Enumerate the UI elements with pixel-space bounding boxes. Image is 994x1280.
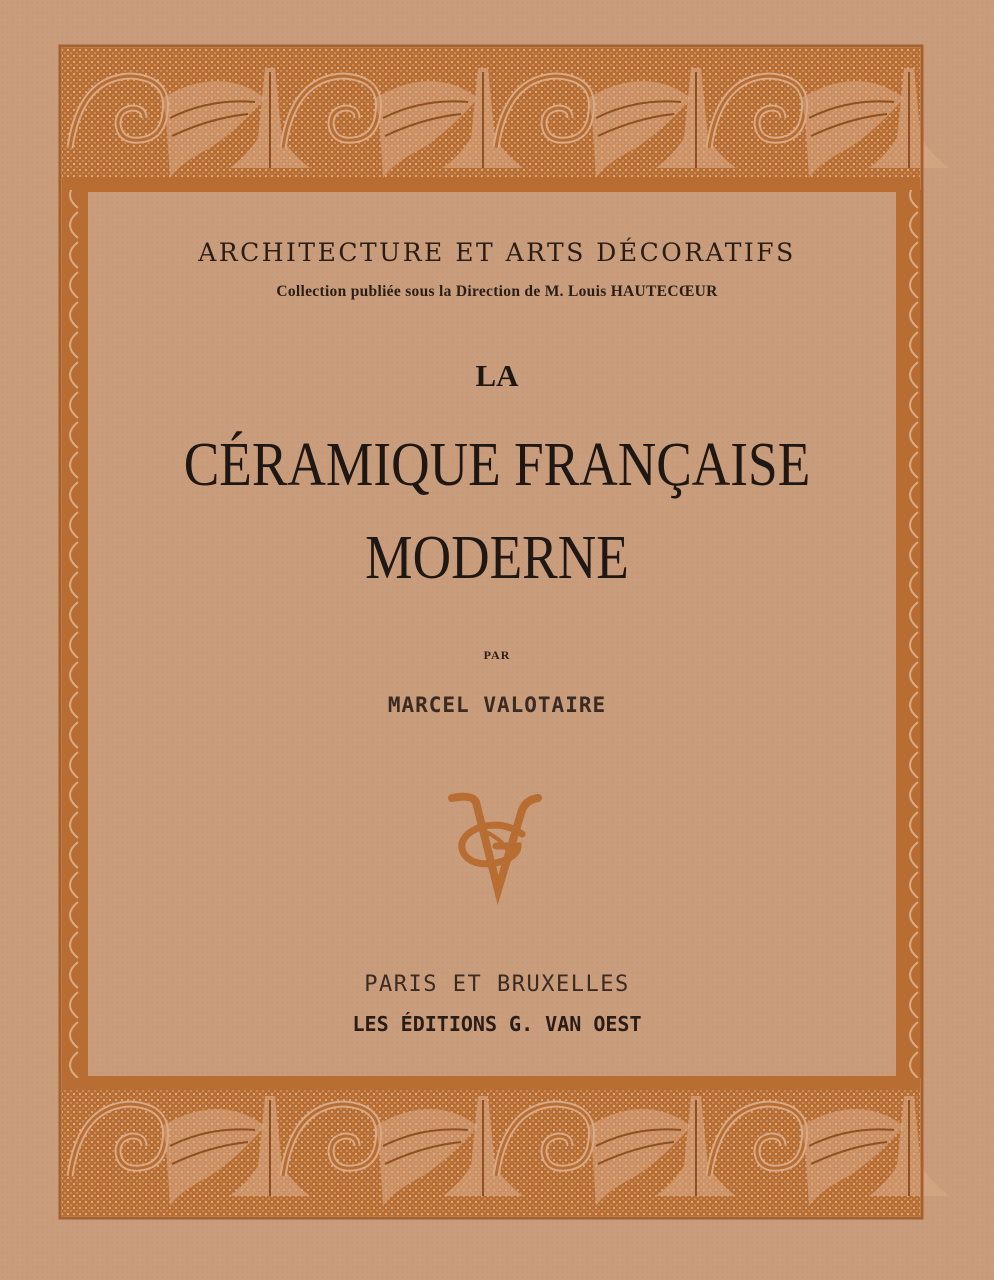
author-name: MARCEL VALOTAIRE <box>387 693 607 717</box>
publication-place: PARIS ET BRUXELLES <box>364 972 630 997</box>
book-title-line-2: MODERNE <box>365 524 629 592</box>
publisher-name: LES ÉDITIONS G. VAN OEST <box>352 1012 642 1036</box>
collection-note: Collection publiée sous la Direction de M. Louis HAUTECŒUR <box>276 283 718 300</box>
vgo-monogram-icon <box>442 790 552 905</box>
series-title: ARCHITECTURE ET ARTS DÉCORATIFS <box>198 238 796 267</box>
title-article: LA <box>475 358 519 393</box>
book-title-line-1: CÉRAMIQUE FRANÇAISE <box>183 431 811 499</box>
by-label: PAR <box>483 648 511 662</box>
